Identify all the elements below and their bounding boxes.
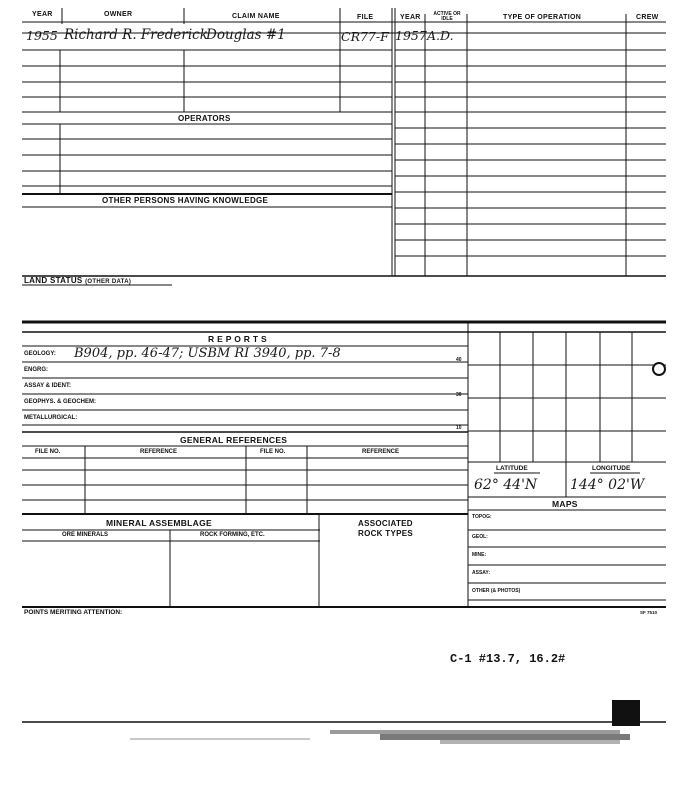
geophys-label: GEOPHYS. & GEOCHEM: [24, 399, 97, 405]
mineral-assemblage-title: MINERAL ASSEMBLAGE [106, 518, 212, 528]
operators-label: OPERATORS [178, 114, 231, 123]
maps-other-label: OTHER (& PHOTOS) [472, 588, 521, 594]
gr-header-reference-1: REFERENCE [140, 449, 178, 455]
margin-number-10: 10 [456, 425, 462, 431]
maps-title: MAPS [552, 499, 578, 509]
ore-minerals-label: ORE MINERALS [62, 532, 109, 538]
other-persons-label: OTHER PERSONS HAVING KNOWLEDGE [102, 196, 269, 205]
points-meriting-attention-label: POINTS MERITING ATTENTION: [24, 609, 123, 616]
longitude-value: 144° 02'W [570, 477, 645, 493]
maps-mine-label: MINE: [472, 552, 487, 558]
rock-types-label: ROCK TYPES [358, 529, 414, 538]
associated-label: ASSOCIATED [358, 519, 413, 528]
header-year: YEAR [32, 11, 53, 18]
punch-hole-mark [652, 362, 666, 376]
row1-claim-name: Douglas #1 [206, 27, 286, 43]
maps-geol-label: GEOL: [472, 534, 488, 540]
margin-number-40: 40 [456, 357, 462, 363]
metallurgical-label: METALLURGICAL: [24, 415, 78, 421]
land-status-text: LAND STATUS [24, 276, 83, 285]
maps-topog-label: TOPOG: [472, 514, 492, 520]
form-number: SF 7510 [640, 610, 658, 615]
assay-ident-label: ASSAY & IDENT: [24, 383, 72, 389]
header-owner: OWNER [104, 11, 133, 18]
header-file: FILE [357, 14, 374, 21]
reports-title: R E P O R T S [208, 334, 268, 344]
latitude-label: LATITUDE [496, 465, 528, 472]
header-active-idle: ACTIVE OR IDLE [433, 11, 461, 22]
row1-file: CR77-F [341, 29, 389, 44]
gr-header-file-no-1: FILE NO. [35, 449, 61, 455]
longitude-label: LONGITUDE [592, 465, 631, 472]
general-references-title: GENERAL REFERENCES [180, 435, 288, 445]
gr-header-reference-2: REFERENCE [362, 449, 400, 455]
geology-value: B904, pp. 46-47; USBM RI 3940, pp. 7-8 [74, 346, 341, 361]
registration-block [612, 700, 640, 726]
header-type-of-operation: TYPE OF OPERATION [503, 14, 582, 21]
row1-owner: Richard R. Frederick [64, 27, 208, 43]
geology-label: GEOLOGY: [24, 351, 56, 357]
header-year-2: YEAR [400, 14, 421, 21]
row1-active-idle: A.D. [427, 28, 454, 43]
row1-year-2: 1957 [395, 28, 427, 43]
latitude-value: 62° 44'N [474, 477, 538, 493]
gr-header-file-no-2: FILE NO. [260, 449, 286, 455]
stamp-text: C-1 #13.7, 16.2# [450, 652, 566, 666]
land-status-sub: (OTHER DATA) [85, 279, 132, 285]
engrg-label: ENGRG: [24, 367, 48, 373]
margin-number-30: 30 [456, 392, 462, 398]
maps-assay-label: ASSAY: [472, 570, 491, 576]
header-crew: CREW [636, 14, 659, 21]
land-status-label [24, 276, 131, 285]
row1-year: 1955 [26, 28, 58, 43]
header-claim-name: CLAIM NAME [232, 13, 280, 20]
rock-forming-label: ROCK FORMING, ETC. [200, 532, 265, 538]
